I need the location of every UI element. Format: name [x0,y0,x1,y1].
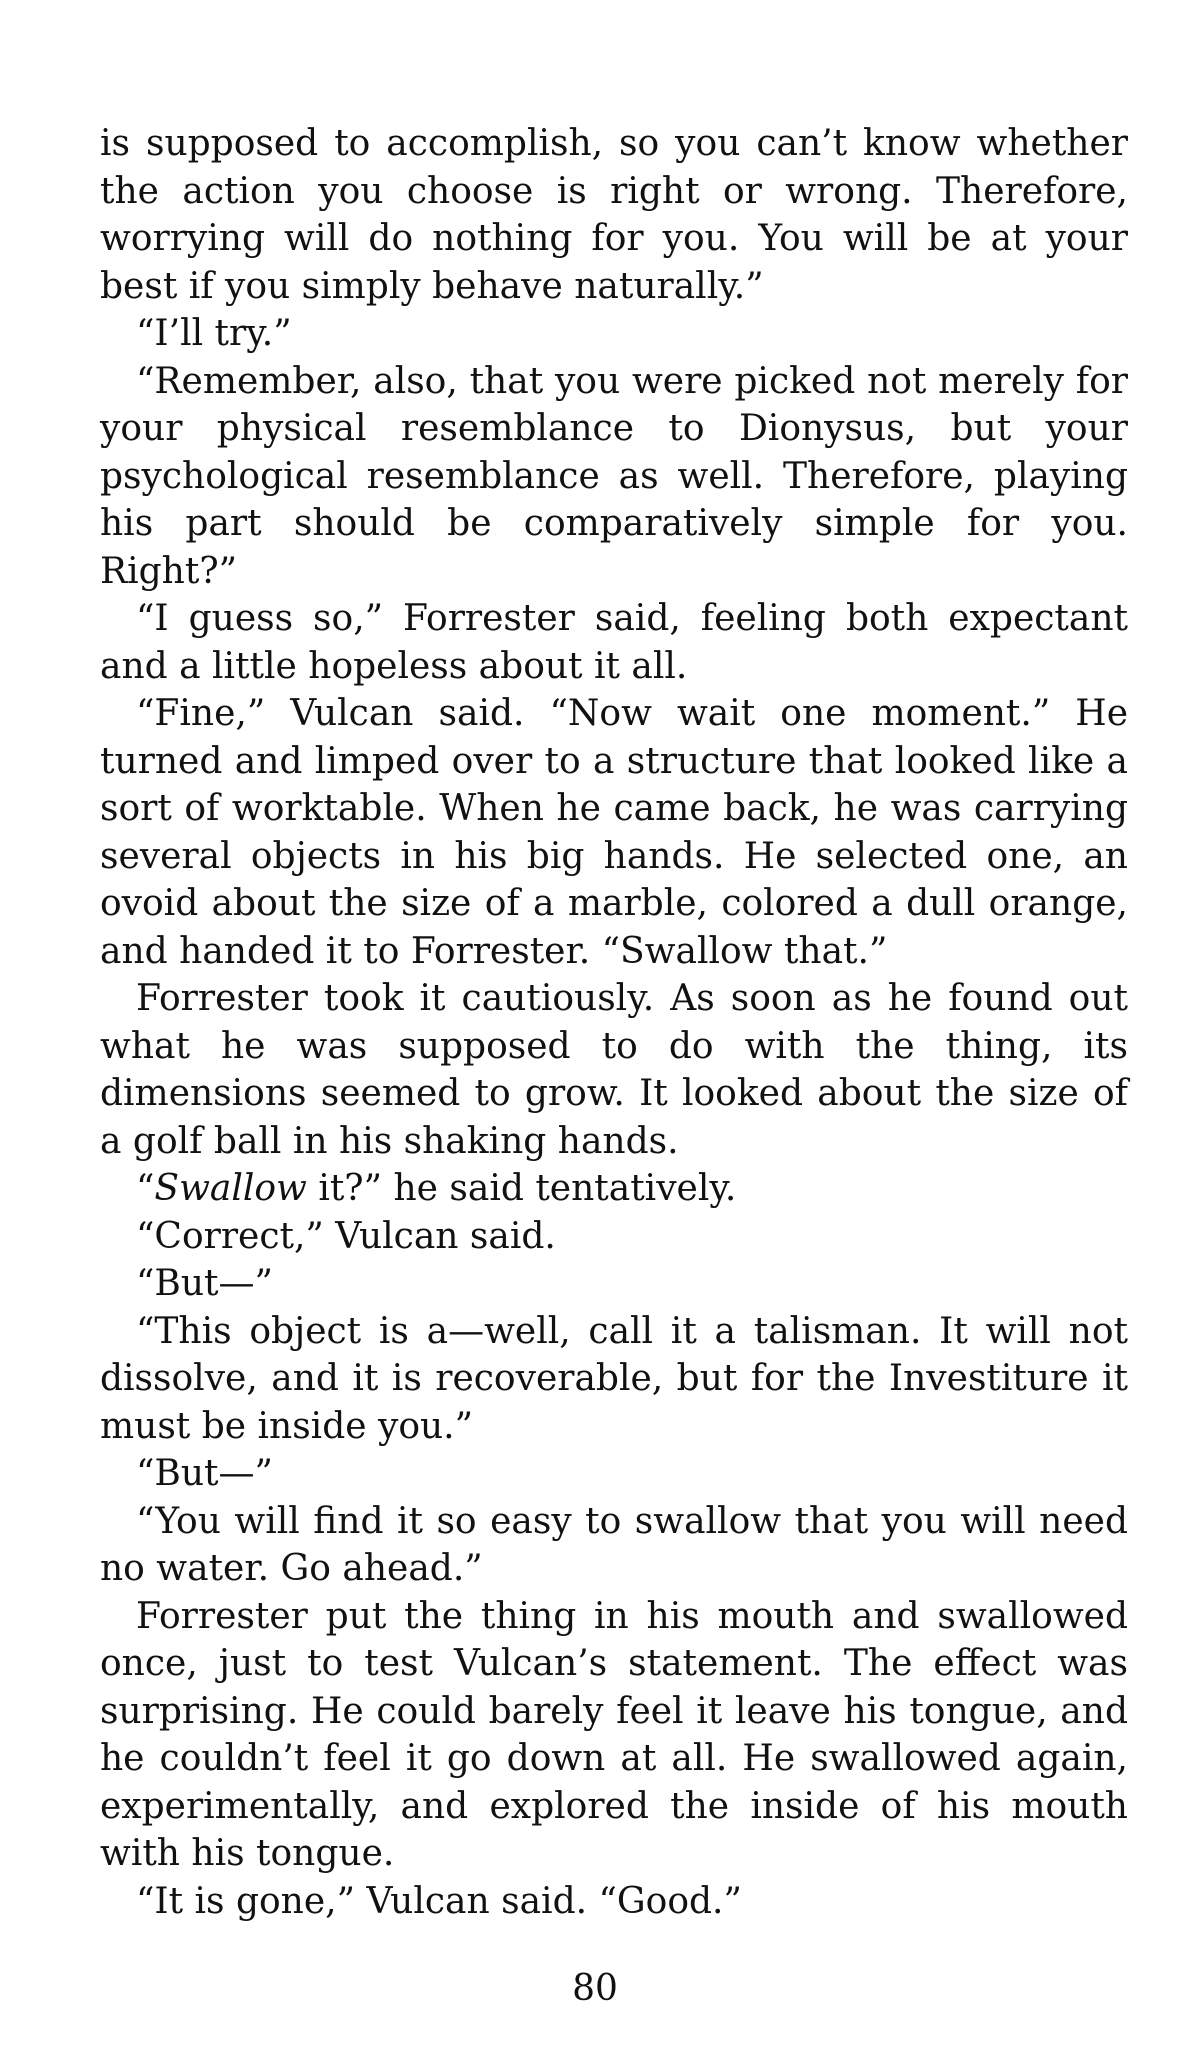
paragraph [100,690,1128,975]
paragraph-text: “ [136,1168,155,1209]
paragraph-text: Forrester took it cautiously. As soon as he found out what he was supposed to do with the thing, its dimensions seemed to grow. It looked about the size of a golf ball in his shaking hands. [100,978,1128,1162]
paragraph [100,120,1128,310]
paragraph [100,1308,1128,1451]
paragraph [100,1165,1128,1213]
paragraph-text: “I guess so,” Forrester said, feeling both expectant and a little hopeless about it all. [100,598,1128,687]
italic-text: Swallow [154,1168,307,1209]
paragraph-text: “I’ll try.” [136,313,292,354]
paragraph-text: Forrester put the thing in his mouth and swallowed once, just to test Vulcan’s statement. The effect was surprising. He could barely feel it leave his tongue, and he couldn’t feel it go down at all. He swallowed again, experimentally, and explored the inside of his mouth with his tongue. [100,1595,1128,1874]
paragraph [100,310,1128,358]
paragraph [100,1498,1128,1593]
paragraph [100,1213,1128,1261]
paragraph-text: “You will find it so easy to swallow that you will need no water. Go ahead.” [100,1500,1128,1589]
page-number: 80 [572,1968,618,2009]
paragraph [100,975,1128,1165]
paragraph [100,1878,1128,1926]
page-body [100,120,1128,1925]
paragraph-text: “Remember, also, that you were picked not merely for your physical resemblance to Dionysus, but your psychological resemblance as well. Therefore, playing his part should be comparatively simple for you. Right?” [100,360,1128,592]
paragraph [100,1260,1128,1308]
paragraph-text: “Correct,” Vulcan said. [136,1215,556,1257]
paragraph-text: “Fine,” Vulcan said. “Now wait one moment.” He turned and limped over to a structure that looked like a sort of worktable. When he came back, he was carrying several objects in his big hands. He selected one, an ovoid about the size of a marble, colored a dull orange, and handed it to Forrester. “Swallow that.” [100,693,1128,972]
paragraph-text: “But—” [136,1453,273,1494]
paragraph-text: it?” he said tentatively. [306,1168,737,1209]
paragraph-text: “This object is a—well, call it a talisman. It will not dissolve, and it is recoverable, but for the Investiture it must be inside you.” [100,1310,1128,1447]
paragraph [100,1450,1128,1498]
paragraph-text: is supposed to accomplish, so you can’t know whether the action you choose is right or wrong. Therefore, worrying will do nothing for you. You will be at your best if you simply behave naturally.” [100,123,1128,307]
paragraph [100,358,1128,596]
paragraph [100,1593,1128,1878]
paragraph-text: “It is gone,” Vulcan said. “Good.” [136,1880,742,1922]
paragraph [100,595,1128,690]
paragraph-text: “But—” [136,1263,273,1304]
